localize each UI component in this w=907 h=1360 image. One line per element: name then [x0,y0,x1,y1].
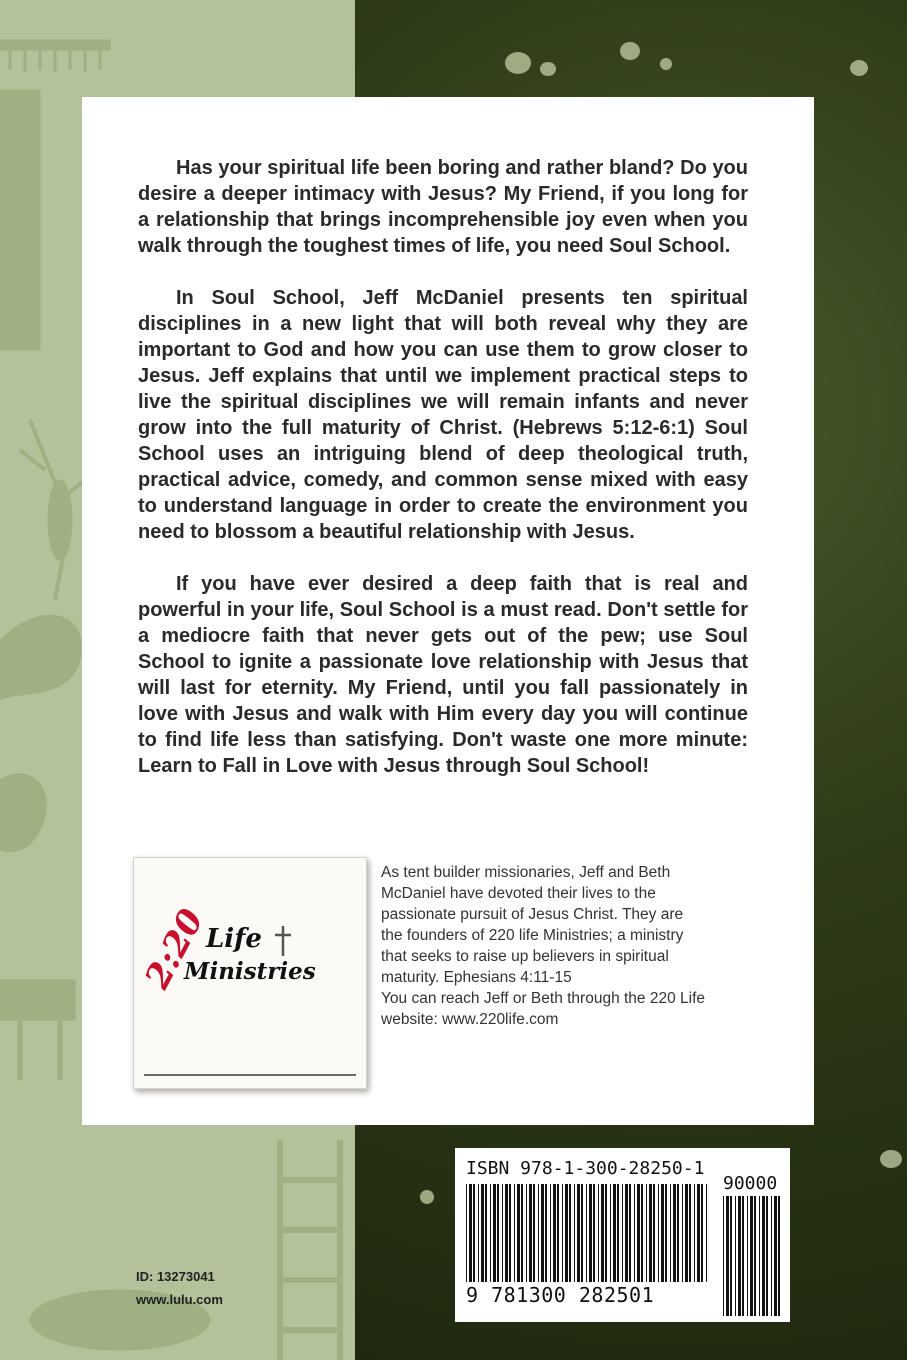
price-barcode [723,1196,783,1316]
decorative-spot [850,60,868,76]
barcode-bar [677,1184,679,1282]
barcode-bar [634,1184,635,1282]
barcode-bar [774,1196,777,1316]
barcode-bar [735,1196,736,1316]
barcode-bar [469,1184,472,1282]
barcode-bar [497,1184,499,1282]
barcode-digits: 9 781300 282501 [466,1283,655,1307]
barcode-bar [581,1184,583,1282]
logo-word-ministries: Ministries [184,958,316,985]
barcode-bar [622,1184,623,1282]
barcode-bar [574,1184,575,1282]
barcode-bar [550,1184,551,1282]
price-code: 90000 [723,1173,778,1194]
barcode-bar [478,1184,479,1282]
barcode-bar [742,1196,744,1316]
barcode-bar [629,1184,631,1282]
barcode-bar [529,1184,532,1282]
about-authors [381,862,781,1030]
barcode-bar [562,1184,563,1282]
blurb-paragraph: Has your spiritual life been boring and rather bland? Do you desire a deeper intimacy with Jesus? My Friend, if you long for a relationship that brings incomprehensible joy even when you walk through the toughest times of life, you need Soul School. [138,157,748,257]
isbn-text: ISBN 978-1-300-28250-1 [466,1158,705,1179]
barcode-bar [771,1196,772,1316]
barcode-bar [538,1184,539,1282]
book-blurb [138,155,748,805]
barcode-bar [762,1196,765,1316]
publisher-site: www.lulu.com [136,1292,223,1307]
about-line: that seeks to raise up believers in spiritual [381,948,669,965]
decorative-spot [540,62,556,76]
barcode-bar [665,1184,667,1282]
barcode-bar [493,1184,496,1282]
barcode-bar [723,1196,724,1316]
barcode-bar [593,1184,595,1282]
barcode-bar [701,1184,703,1282]
barcode-bar [565,1184,568,1282]
barcode-bar [502,1184,503,1282]
decorative-spot [620,42,640,60]
barcode-bar [589,1184,592,1282]
about-line: maturity. Ephesians 4:11-15 [381,969,572,986]
logo-word-life: Life [206,924,262,954]
decorative-spot [505,52,531,74]
barcode-bar [778,1196,780,1316]
barcode-bar [490,1184,491,1282]
barcode-bar [738,1196,741,1316]
ministry-logo [137,902,316,1000]
publisher-info [136,1265,223,1311]
barcode-bar [605,1184,607,1282]
isbn-barcode [466,1184,711,1282]
barcode-bar [673,1184,676,1282]
barcode-bar [766,1196,768,1316]
barcode-bar [641,1184,643,1282]
barcode-bar [577,1184,580,1282]
barcode-bar [553,1184,556,1282]
barcode-bar [509,1184,511,1282]
card-underline [144,1074,356,1076]
logo-number: 2:20 [137,902,212,996]
barcode-bar [682,1184,683,1282]
barcode-bar [610,1184,611,1282]
about-line: the founders of 220 life Ministries; a ministry [381,927,684,944]
barcode-bar [685,1184,688,1282]
barcode-bar [526,1184,527,1282]
barcode-bar [730,1196,732,1316]
barcode-bar [617,1184,619,1282]
publisher-id: ID: 13273041 [136,1269,215,1284]
barcode-bar [689,1184,691,1282]
barcode-bar [601,1184,604,1282]
barcode-bar [747,1196,748,1316]
decorative-spot [420,1190,434,1204]
barcode-bar [569,1184,571,1282]
about-line: You can reach Jeff or Beth through the 220 Life [381,990,706,1007]
cross-icon [272,924,294,958]
about-line: website: www.220life.com [381,1011,559,1028]
barcode-bar [505,1184,508,1282]
barcode-bar [750,1196,753,1316]
barcode-bar [754,1196,756,1316]
barcode-bar [706,1184,707,1282]
barcode-bar [533,1184,535,1282]
about-line: McDaniel have devoted their lives to the [381,885,656,902]
barcode-bar [481,1184,484,1282]
decorative-spot [660,58,672,70]
barcode-bar [545,1184,547,1282]
barcode-bar [649,1184,652,1282]
barcode-bar [661,1184,664,1282]
barcode-bar [653,1184,655,1282]
blurb-paragraph: If you have ever desired a deep faith that is real and powerful in your life, Soul School is a must read. Don't settle for a mediocre faith that never gets out of the pew; use Soul School to ignite a passionate love relationship with Jesus that will last for eternity. My Friend, until you fall passionately in love with Jesus and walk with Him every day you will continue to find life less than satisfying. Don't waste one more minute: Learn to Fall in Love with Jesus through Soul School! [138,573,748,777]
barcode-bar [613,1184,616,1282]
barcode-bar [514,1184,515,1282]
barcode-bar [658,1184,659,1282]
barcode-bar [625,1184,628,1282]
barcode-bar [517,1184,520,1282]
barcode-bar [637,1184,640,1282]
decorative-spot [880,1150,902,1168]
barcode-bar [759,1196,760,1316]
about-line: passionate pursuit of Jesus Christ. They are [381,906,684,923]
barcode-bar [670,1184,671,1282]
barcode-bar [586,1184,587,1282]
barcode-bar [598,1184,599,1282]
barcode-bar [726,1196,729,1316]
barcode-bar [557,1184,559,1282]
barcode-bar [466,1184,467,1282]
blurb-paragraph: In Soul School, Jeff McDaniel presents ten spiritual disciplines in a new light that will both reveal why they are important to God and how you can use them to grow closer to Jesus. Jeff explains that until we implement practical steps to live the spiritual disciplines we will remain infants and never grow into the full maturity of Christ. (Hebrews 5:12-6:1) Soul School uses an intriguing blend of deep theological truth, practical advice, comedy, and common sense mixed with easy to understand language in order to create the environment you need to blossom a beautiful relationship with Jesus. [138,287,748,543]
barcode-bar [521,1184,523,1282]
barcode-bar [646,1184,647,1282]
barcode-bar [694,1184,695,1282]
barcode-bar [473,1184,475,1282]
barcode-bar [541,1184,544,1282]
about-line: As tent builder missionaries, Jeff and Beth [381,864,671,881]
barcode-bar [697,1184,700,1282]
barcode-bar [485,1184,487,1282]
